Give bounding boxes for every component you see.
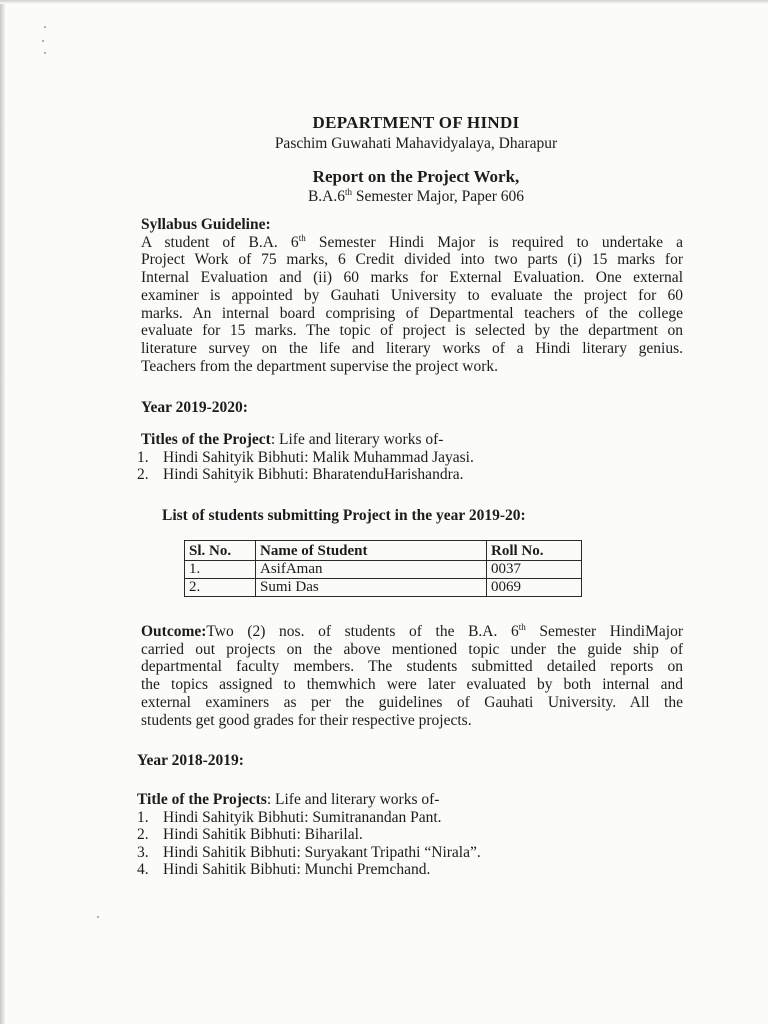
table-cell-name: AsifAman xyxy=(256,561,487,579)
outcome-line-1a: Two (2) nos. of students of the B.A. 6 xyxy=(206,623,519,640)
table-header-sl: Sl. No. xyxy=(185,541,256,561)
table-row xyxy=(185,561,582,579)
syllabus-line-1a: A student of B.A. 6 xyxy=(141,233,299,251)
syllabus-line: marks. An internal board comprising of Departmental teachers of the college xyxy=(141,304,683,322)
semester-prefix: B.A.6 xyxy=(307,188,346,205)
list-item-number: 2. xyxy=(137,466,149,484)
table-row xyxy=(185,579,582,597)
list-item xyxy=(137,809,481,826)
outcome-line-1-sup: th xyxy=(518,621,526,632)
table-header-name: Name of Student xyxy=(256,541,487,561)
list-item-text: Hindi Sahitik Bibhuti: Munchi Premchand. xyxy=(163,860,431,878)
year-2018-titles-label xyxy=(137,791,679,809)
year-2019-titles-label xyxy=(141,431,683,449)
titles-label-bold: Title of the Projects xyxy=(137,791,267,808)
students-table xyxy=(184,540,582,597)
outcome-line-1 xyxy=(141,623,683,641)
syllabus-line: Internal Evaluation and (ii) 60 marks for External Evaluation. One external xyxy=(141,269,683,287)
year-2019-project-list xyxy=(137,449,474,484)
list-item xyxy=(137,844,481,861)
list-item xyxy=(137,826,481,843)
outcome-section xyxy=(141,623,683,729)
scan-speck xyxy=(97,916,99,918)
scan-edge-top xyxy=(0,0,768,4)
syllabus-line-1b: Semester Hindi Major is required to undertake a xyxy=(305,233,683,251)
syllabus-line: evaluate for 15 marks. The topic of project is selected by the department on xyxy=(141,322,683,340)
syllabus-heading: Syllabus Guideline: xyxy=(141,216,271,233)
semester-suffix: Semester Major, Paper 606 xyxy=(352,188,525,205)
table-cell-roll: 0037 xyxy=(487,561,582,579)
semester-subtitle xyxy=(32,188,768,206)
outcome-line: external examiners as per the guidelines of Gauhati University. All the xyxy=(141,693,683,711)
syllabus-line: Project Work of 75 marks, 6 Credit divided into two parts (i) 15 marks for xyxy=(141,251,683,269)
list-item xyxy=(137,449,474,466)
students-list-heading: List of students submitting Project in the year 2019-20: xyxy=(162,507,526,524)
syllabus-line: examiner is appointed by Gauhati University to evaluate the project for 60 xyxy=(141,286,683,304)
outcome-last-line: students get good grades for their respective projects. xyxy=(141,711,472,729)
list-item-number: 2. xyxy=(137,826,149,844)
list-item-text: Hindi Sahityik Bibhuti: BharatenduHarishandra. xyxy=(163,466,464,484)
table-cell-roll: 0069 xyxy=(487,579,582,597)
outcome-line: departmental faculty members. The students submitted detailed reports on xyxy=(141,658,683,676)
report-title: Report on the Project Work, xyxy=(312,167,520,186)
table-header-roll: Roll No. xyxy=(487,541,582,561)
list-item-text: Hindi Sahityik Bibhuti: Malik Muhammad Jayasi. xyxy=(163,449,474,466)
table-header-row xyxy=(185,541,582,561)
syllabus-line-1-sup: th xyxy=(298,232,306,243)
table-cell-name: Sumi Das xyxy=(256,579,487,597)
outcome-line: carried out projects on the above mentioned topic under the guide ship of xyxy=(141,640,683,658)
list-item-number: 4. xyxy=(137,860,149,878)
table-cell-sl: 1. xyxy=(185,561,256,579)
syllabus-line-1 xyxy=(141,234,683,252)
outcome-label: Outcome: xyxy=(141,623,207,640)
titles-label-bold: Titles of the Project xyxy=(141,431,271,448)
department-title: DEPARTMENT OF HINDI xyxy=(312,113,520,132)
titles-label-rest: : Life and literary works of- xyxy=(266,791,440,808)
syllabus-last-line: Teachers from the department supervise the project work. xyxy=(141,357,498,375)
list-item-text: Hindi Sahityik Bibhuti: Sumitranandan Pant. xyxy=(163,809,442,826)
year-2019-heading: Year 2019-2020: xyxy=(141,399,248,416)
list-item-text: Hindi Sahitik Bibhuti: Biharilal. xyxy=(163,826,363,844)
outcome-line: the topics assigned to themwhich were later evaluated by both internal and xyxy=(141,676,683,694)
semester-sup: th xyxy=(345,186,353,197)
titles-label-rest: : Life and literary works of- xyxy=(270,431,444,448)
syllabus-line: literature survey on the life and literary works of a Hindi literary genius. xyxy=(141,339,683,357)
scan-edge-left xyxy=(0,0,5,1024)
scan-speck xyxy=(44,26,46,28)
table-cell-sl: 2. xyxy=(185,579,256,597)
year-2018-heading: Year 2018-2019: xyxy=(137,752,244,769)
list-item-text: Hindi Sahitik Bibhuti: Suryakant Tripathi “Nirala”. xyxy=(163,843,481,861)
year-2018-project-list xyxy=(137,809,481,878)
scan-speck xyxy=(42,40,44,42)
list-item xyxy=(137,466,474,483)
list-item-number: 1. xyxy=(137,809,149,826)
scan-speck xyxy=(44,52,46,54)
syllabus-section xyxy=(141,216,683,375)
outcome-line-1b: Semester HindiMajor xyxy=(525,623,683,640)
list-item xyxy=(137,861,481,878)
list-item-number: 1. xyxy=(137,449,149,466)
college-name: Paschim Guwahati Mahavidyalaya, Dharapur xyxy=(274,135,558,152)
list-item-number: 3. xyxy=(137,843,149,861)
